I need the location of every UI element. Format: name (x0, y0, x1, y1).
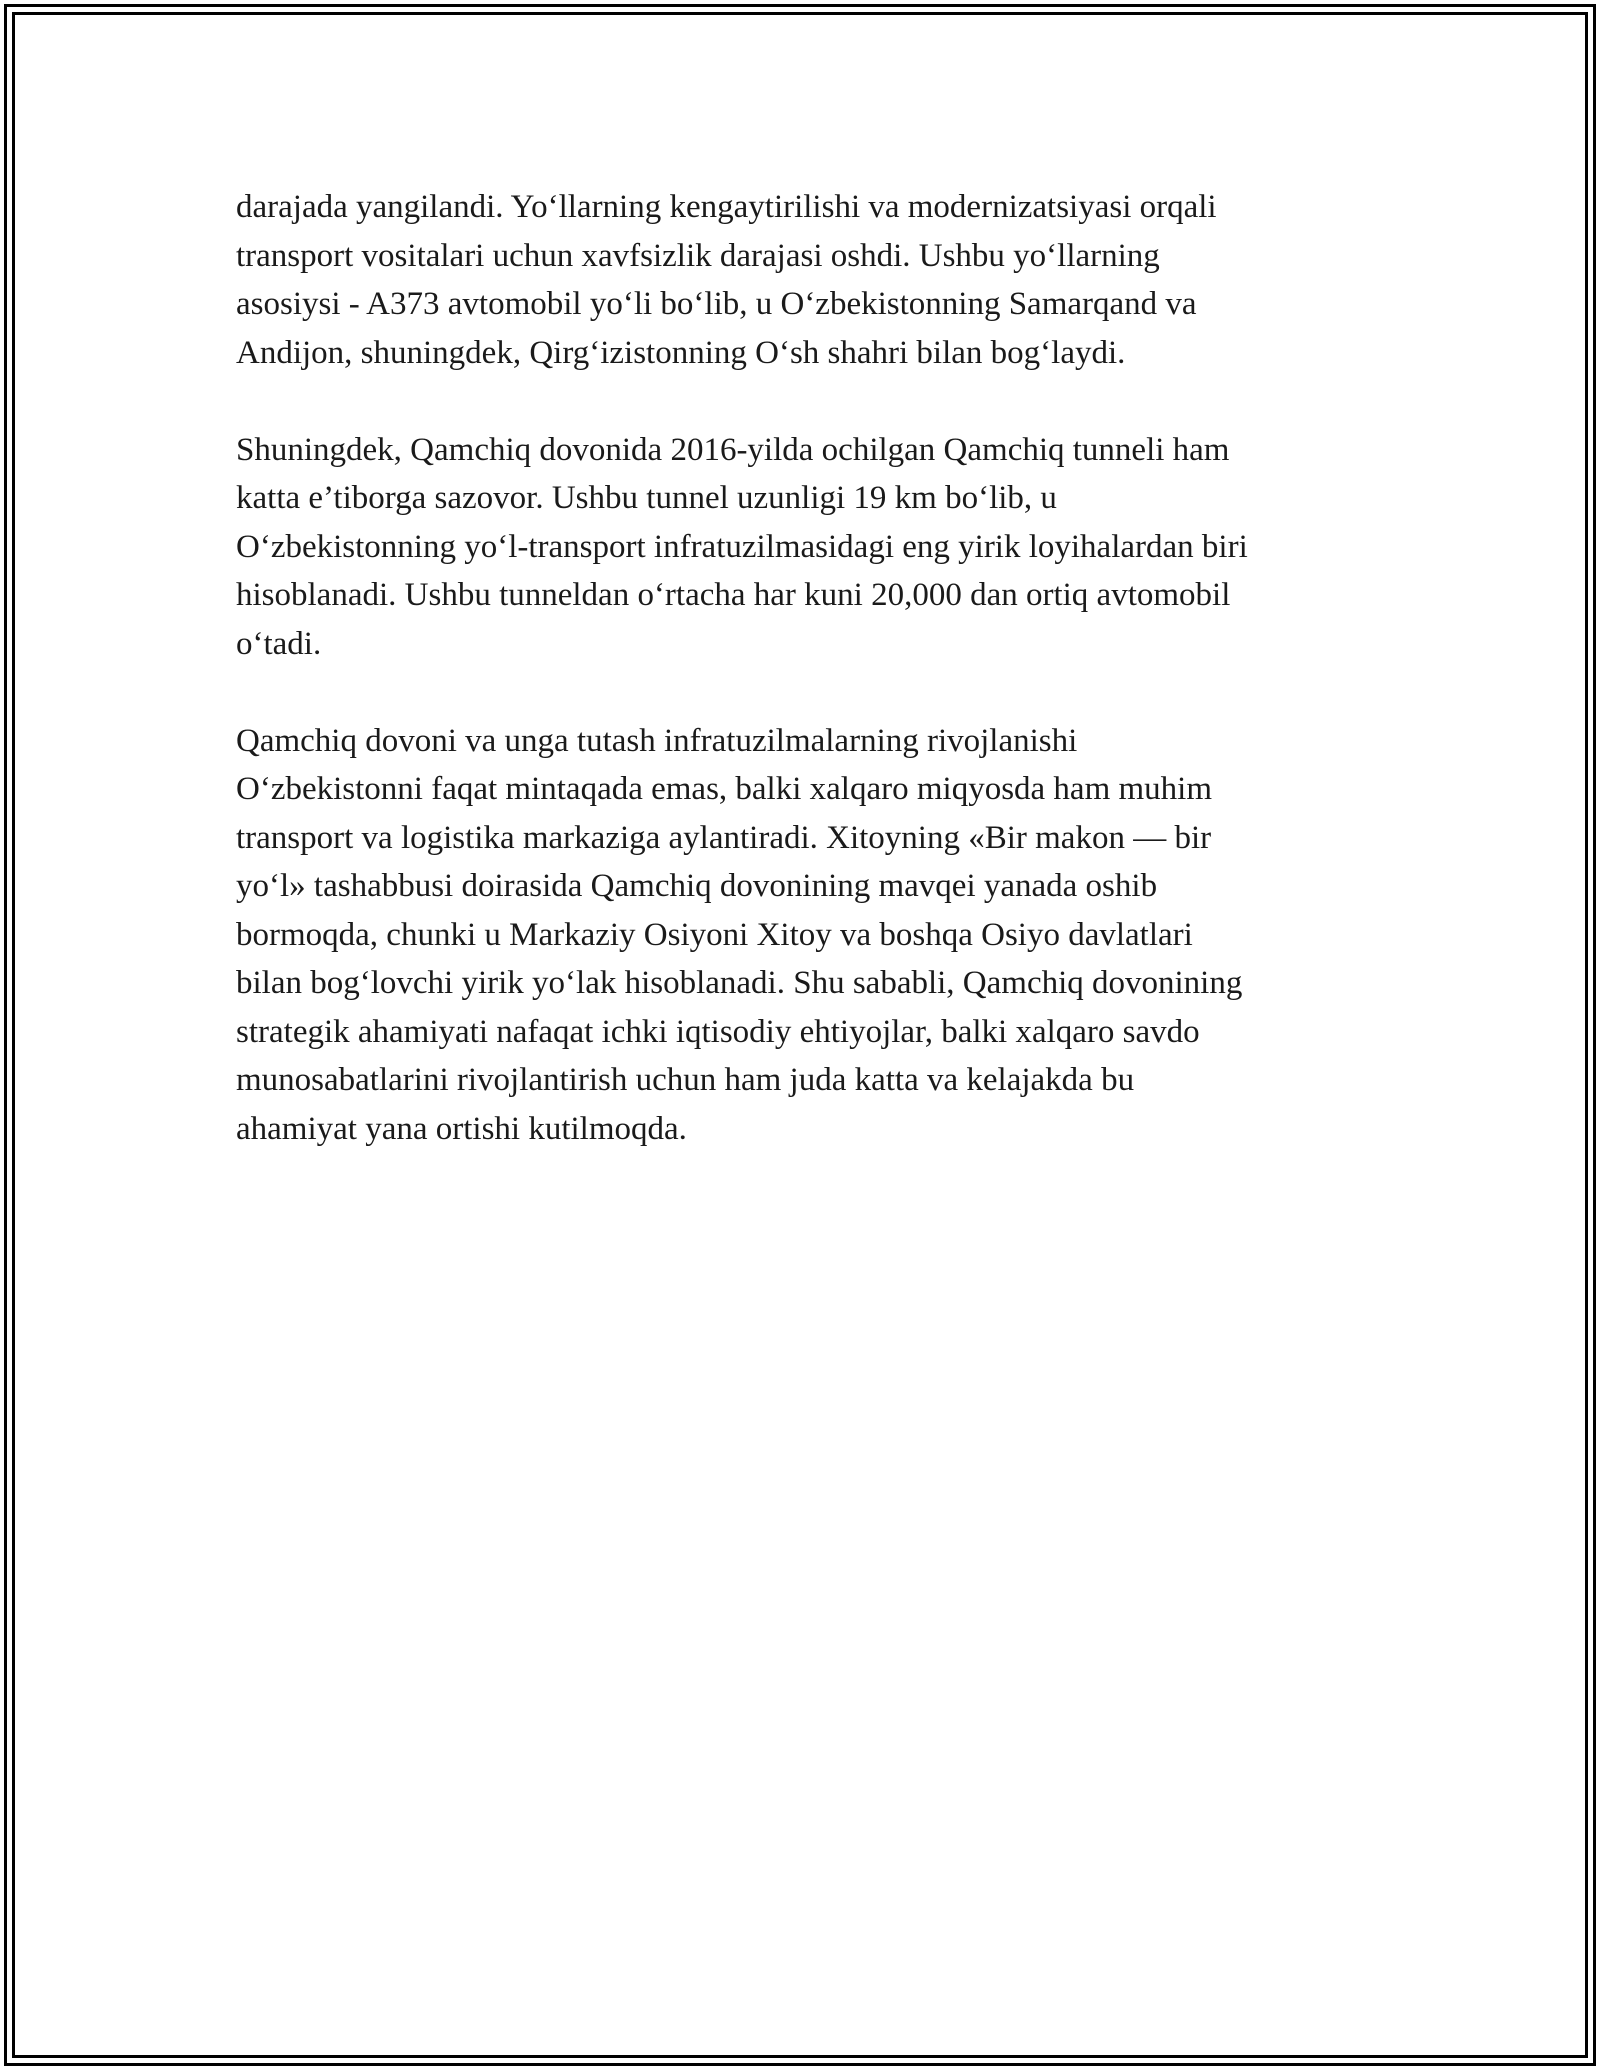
text-line: transport va logistika markaziga aylantiradi. Xitoyning «Bir makon — bir (236, 819, 1212, 856)
text-line: Andijon, shuningdek, Qirg‘izistonning O‘sh shahri bilan bog‘laydi. (236, 334, 1126, 371)
text-line: O‘zbekistonni faqat mintaqada emas, balki xalqaro miqyosda ham muhim (236, 771, 1212, 807)
paragraph-2 (236, 426, 1366, 669)
text-line: bilan bog‘lovchi yirik yo‘lak hisoblanadi. Shu sababli, Qamchiq dovonining (236, 965, 1243, 1001)
paragraph-3 (236, 717, 1366, 1154)
paragraph-1 (236, 183, 1366, 377)
text-line: katta e’tiborga sazovor. Ushbu tunnel uzunligi 19 km bo‘lib, u (236, 480, 1057, 516)
text-line: asosiysi - A373 avtomobil yo‘li bo‘lib, u O‘zbekistonning Samarqand va (236, 286, 1197, 322)
text-line: darajada yangilandi. Yo‘llarning kengaytirilishi va modernizatsiyasi orqali (236, 189, 1217, 225)
text-line: Shuningdek, Qamchiq dovonida 2016-yilda ochilgan Qamchiq tunneli ham (236, 431, 1230, 468)
text-line: hisoblanadi. Ushbu tunneldan o‘rtacha har kuni 20,000 dan ortiq avtomobil (236, 577, 1231, 613)
text-line: strategik ahamiyati nafaqat ichki iqtisodiy ehtiyojlar, balki xalqaro savdo (236, 1013, 1200, 1050)
text-line: o‘tadi. (236, 625, 322, 662)
text-line: ahamiyat yana ortishi kutilmoqda. (236, 1110, 687, 1147)
text-line: munosabatlarini rivojlantirish uchun ham juda katta va kelajakda bu (236, 1062, 1135, 1098)
document-body (236, 183, 1366, 1202)
text-line: Qamchiq dovoni va unga tutash infratuzilmalarning rivojlanishi (236, 722, 1078, 759)
text-line: bormoqda, chunki u Markaziy Osiyoni Xitoy va boshqa Osiyo davlatlari (236, 916, 1193, 953)
text-line: yo‘l» tashabbusi doirasida Qamchiq dovonining mavqei yanada oshib (236, 868, 1158, 904)
text-line: transport vositalari uchun xavfsizlik darajasi oshdi. Ushbu yo‘llarning (236, 237, 1160, 274)
text-line: O‘zbekistonning yo‘l-transport infratuzilmasidagi eng yirik loyihalardan biri (236, 528, 1248, 565)
